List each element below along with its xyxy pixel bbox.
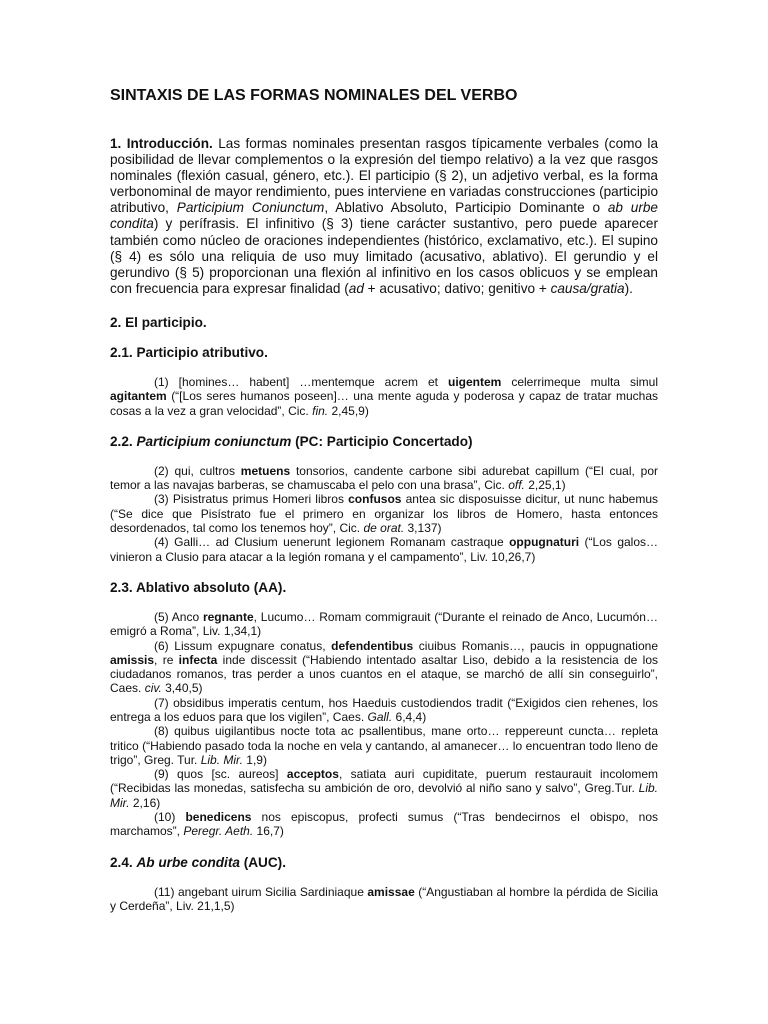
text-run: tonsorios, candente carbone sibi adurebat capillum (“El cual, por temor a las navajas barberas, se chamuscaba el pelo con una brasa”, Cic. bbox=[110, 463, 658, 493]
example-list bbox=[110, 610, 658, 839]
text-run: benedicens bbox=[185, 810, 252, 825]
text-run-wrapper bbox=[240, 855, 286, 870]
example-list bbox=[110, 885, 658, 914]
text-run: confusos bbox=[348, 492, 402, 507]
example-item bbox=[110, 535, 658, 564]
text-run: 2.3. Ablativo absoluto (AA). bbox=[110, 579, 287, 595]
text-run-wrapper bbox=[331, 639, 413, 653]
example-item bbox=[110, 375, 658, 418]
text-run: (2) qui, cultros bbox=[154, 463, 241, 478]
text-run-wrapper bbox=[508, 478, 525, 492]
text-run-wrapper bbox=[145, 681, 162, 695]
text-run: celerrimeque multa simul bbox=[501, 374, 658, 389]
section-heading bbox=[110, 345, 658, 361]
text-run: Lib. Mir. bbox=[200, 752, 243, 767]
text-run: (10) bbox=[154, 810, 186, 825]
text-run: oppugnaturi bbox=[509, 535, 580, 550]
text-run-wrapper bbox=[110, 653, 154, 667]
text-run: (7) obsidibus imperatis centum, hos Haeduis custodiendos tradit (“Exigidos cien rehenes, los entrega a los eduos para que los vigilen”, Caes. bbox=[110, 695, 658, 724]
text-run-wrapper bbox=[185, 810, 251, 824]
text-run: 2,25,1) bbox=[524, 478, 566, 493]
text-run-wrapper bbox=[287, 767, 339, 781]
text-run: 2.4. bbox=[110, 854, 137, 870]
example-item bbox=[110, 810, 658, 839]
text-run-wrapper bbox=[448, 375, 501, 389]
section-heading bbox=[110, 434, 658, 450]
text-run-wrapper bbox=[183, 824, 253, 838]
text-run-wrapper bbox=[201, 753, 243, 767]
text-run: (AUC). bbox=[239, 854, 286, 870]
text-run: (3) Pisistratus primus Homeri libros bbox=[154, 492, 349, 507]
text-run-wrapper bbox=[291, 434, 472, 449]
text-run: Participium Coniunctum bbox=[176, 200, 325, 216]
example-item bbox=[110, 767, 658, 810]
sections bbox=[110, 315, 658, 913]
example-item bbox=[110, 696, 658, 725]
text-run: 16,7) bbox=[253, 824, 284, 839]
example-item bbox=[110, 610, 658, 639]
example-item bbox=[110, 885, 658, 914]
text-run: uigentem bbox=[448, 374, 502, 389]
text-run: Lib. Mir. bbox=[110, 781, 658, 810]
text-run-wrapper bbox=[136, 434, 291, 449]
text-run-wrapper bbox=[110, 389, 167, 403]
text-run: (PC: Participio Concertado) bbox=[291, 433, 473, 449]
text-run: ) y perífrasis. El infinitivo (§ 3) tiene carácter sustantivo, pero puede aparecer también como núcleo de oraciones independientes (histórico, exclamativo, etc.). El supino (§ 4) es sólo una reliquia de uso muy limitado (acusativo, ablativo). El gerundio y el gerundivo (§ 5) proporcionan una flexión al infinitivo en los casos oblicuos y se emplean con frecuencia para expresar finalidad ( bbox=[110, 216, 658, 296]
text-run: Las formas nominales presentan rasgos típicamente verbales (como la posibilidad de llevar complementos o la expresión del tiempo relativo) a la vez que rasgos nominales (flexión casual, género, etc.). El participio (§ 2), un adjetivo verbal, es la forma verbonominal de mayor rendimiento, pues interviene en variadas construcciones (participio atributivo, bbox=[110, 136, 659, 216]
text-run: (“Los galos… vinieron a Clusio para atacar a la legión romana y el campamento”, Liv. 10,26,7) bbox=[110, 535, 659, 564]
text-run: (11) angebant uirum Sicilia Sardiniaque bbox=[154, 884, 368, 899]
text-run-wrapper bbox=[110, 580, 286, 595]
text-run: , Ablativo Absoluto, Participio Dominante o bbox=[324, 200, 608, 216]
text-run: Participium coniunctum bbox=[136, 433, 292, 449]
text-run-wrapper bbox=[110, 315, 207, 330]
text-run: Peregr. Aeth. bbox=[183, 824, 254, 839]
text-run: , satiata auri cupiditate, puerum restaurauit incolomem (“Recibidas las monedas, satisfecha su ambición de oro, devolvió al niño sano y salvo”, Greg.Tur. bbox=[110, 767, 659, 796]
text-run: ciuibus Romanis…, paucis in oppugnatione bbox=[413, 638, 658, 653]
text-run-wrapper bbox=[110, 136, 213, 151]
text-run-wrapper bbox=[203, 610, 254, 624]
text-run-wrapper bbox=[363, 521, 404, 535]
text-run: de orat. bbox=[363, 521, 405, 536]
text-run-wrapper bbox=[551, 281, 625, 296]
text-run: metuens bbox=[240, 463, 291, 478]
example-item bbox=[110, 724, 658, 767]
example-item bbox=[110, 492, 658, 535]
example-item bbox=[110, 639, 658, 696]
text-run-wrapper bbox=[110, 434, 136, 449]
text-run: 1. Introducción. bbox=[110, 136, 213, 151]
introduction-paragraph bbox=[110, 136, 658, 297]
text-run-wrapper bbox=[349, 281, 364, 296]
text-run: fin. bbox=[312, 403, 329, 418]
text-run: (6) Lissum expugnare conatus, bbox=[154, 638, 332, 653]
text-run-wrapper bbox=[110, 345, 268, 360]
text-run-wrapper bbox=[241, 464, 290, 478]
text-run: inde discessit (“Habiendo intentado asaltar Liso, debido a la resistencia de los ciudadanos romanos, tras perder a unos cuantos en el ataque, se marchó de allí sin conseguirlo”, Caes. bbox=[110, 652, 658, 696]
text-run: ad bbox=[348, 280, 364, 296]
text-run: 2.2. bbox=[110, 433, 137, 449]
text-run-wrapper bbox=[136, 855, 239, 870]
text-run: , re bbox=[154, 652, 179, 667]
example-item bbox=[110, 464, 658, 493]
section-heading bbox=[110, 855, 658, 871]
text-run: (“[Los seres humanos poseen]… una mente aguda y poderosa y capaz de tratar muchas cosas a la vez a gran velocidad”, Cic. bbox=[110, 389, 658, 418]
text-run: + acusativo; dativo; genitivo + bbox=[363, 280, 551, 296]
text-run: amissae bbox=[367, 884, 415, 899]
document-title: SINTAXIS DE LAS FORMAS NOMINALES DEL VERBO bbox=[110, 87, 518, 104]
text-run-wrapper bbox=[348, 492, 401, 506]
text-run: 2. El participio. bbox=[110, 314, 207, 330]
text-run: antea sic disposuisse dicitur, ut nunc habemus (“Se dice que Pisístrato fue el primero en organizar los libros de Homero, hasta entonces desordenados, tal como los tenemos hoy”, Cic. bbox=[110, 492, 658, 536]
text-run: regnante bbox=[202, 609, 254, 624]
text-run: (4) Galli… ad Clusium uenerunt legionem Romanam castraque bbox=[154, 535, 510, 550]
text-run: Ab urbe condita bbox=[136, 854, 240, 870]
text-run-wrapper bbox=[367, 885, 414, 899]
text-run: causa/gratia bbox=[550, 280, 625, 296]
text-run: ). bbox=[624, 280, 633, 296]
text-run: infecta bbox=[178, 652, 218, 667]
text-run: , Lucumo… Romam commigrauit (“Durante el reinado de Anco, Lucumón… emigró a Roma”, Liv. 1,34,1) bbox=[110, 609, 658, 639]
text-run: defendentibus bbox=[331, 638, 414, 653]
text-run: (1) [homines… habent] …mentemque acrem et bbox=[154, 374, 448, 389]
text-run: 2,16) bbox=[129, 795, 161, 810]
text-run: (9) quos [sc. aureos] bbox=[154, 767, 287, 782]
text-run: 1,9) bbox=[242, 752, 267, 767]
text-run: Gall. bbox=[367, 709, 393, 724]
text-run: agitantem bbox=[110, 389, 167, 404]
section-heading bbox=[110, 580, 658, 596]
text-run: nos episcopus, profecti sumus (“Tras bendecirnos el obispo, nos marchamos”, bbox=[110, 810, 658, 839]
example-list bbox=[110, 464, 658, 564]
text-run: 2.1. Participio atributivo. bbox=[110, 344, 268, 360]
text-run: acceptos bbox=[286, 767, 339, 782]
text-run: (8) quibus uigilantibus nocte tota ac psallentibus, mane orto… reppereunt cuncta… repleta tritico (“Habiendo pasado toda la noche en vela y cantando, al amanecer… lo encuentran todo lleno de trigo”, Greg. Tur. bbox=[110, 724, 658, 767]
text-run: 3,137) bbox=[404, 521, 442, 536]
text-run-wrapper bbox=[509, 535, 579, 549]
text-run: 3,40,5) bbox=[161, 681, 203, 696]
text-run-wrapper bbox=[368, 710, 393, 724]
example-list bbox=[110, 375, 658, 418]
text-run: off. bbox=[508, 478, 525, 493]
text-run: (“Angustiaban al hombre la pérdida de Sicilia y Cerdeña”, Liv. 21,1,5) bbox=[110, 884, 659, 913]
text-run: 2,45,9) bbox=[328, 403, 369, 418]
text-run: 6,4,4) bbox=[392, 709, 427, 724]
text-run-wrapper bbox=[177, 200, 325, 215]
text-run-wrapper bbox=[110, 855, 136, 870]
text-run-wrapper bbox=[179, 653, 218, 667]
section-heading bbox=[110, 315, 658, 331]
text-run: (5) Anco bbox=[154, 609, 203, 624]
text-run: amissis bbox=[110, 652, 155, 667]
text-run-wrapper bbox=[312, 404, 328, 418]
text-run: civ. bbox=[144, 681, 162, 696]
text-run: ab urbe condita bbox=[110, 200, 658, 232]
